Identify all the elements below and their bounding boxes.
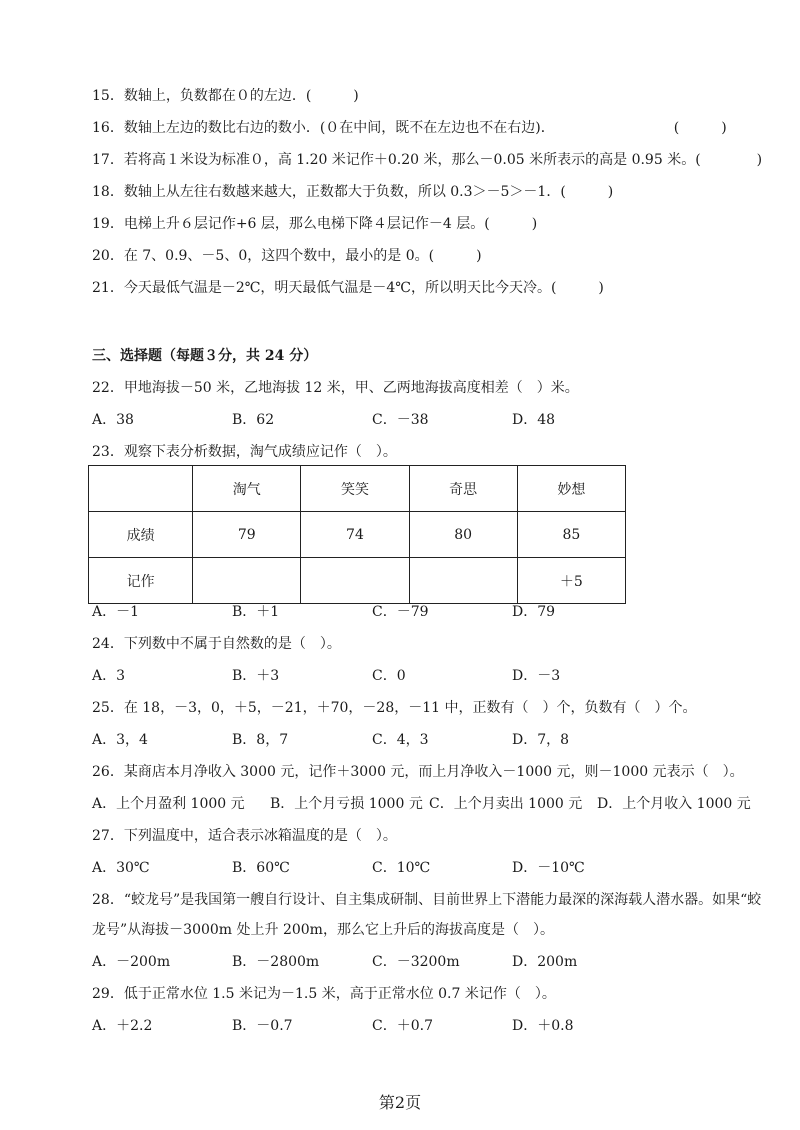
option-b: B．＋3 bbox=[232, 668, 280, 684]
option-c: C．＋0.7 bbox=[372, 1018, 433, 1034]
question-28-continued: 龙号”从海拔－3000m 处上升 200m，那么它上升后的海拔高度是（ ）。 bbox=[92, 922, 554, 938]
table-header-cell: 奇思 bbox=[409, 466, 517, 512]
question-19: 19．电梯上升６层记作+6 层，那么电梯下降４层记作－4 层。( ) bbox=[92, 216, 538, 232]
question-25: 25．在 18，－3，0，＋5，－21，＋70，－28，－11 中，正数有（ ）个，负数有（ ）个。 bbox=[92, 700, 697, 716]
question-24-options bbox=[92, 666, 772, 686]
question-25-options bbox=[92, 730, 772, 750]
option-a: A．3 bbox=[92, 668, 126, 684]
option-d: D．200m bbox=[512, 954, 578, 970]
option-a: A．－1 bbox=[92, 604, 140, 620]
table-cell bbox=[301, 558, 409, 604]
option-c: C．－79 bbox=[372, 604, 429, 620]
option-b: B．62 bbox=[232, 412, 275, 428]
table-cell: 79 bbox=[193, 512, 301, 558]
table-cell bbox=[89, 466, 193, 512]
question-20: 20．在 7、0.9、－5、0，这四个数中，最小的是 0。( ) bbox=[92, 248, 482, 264]
option-c: C．－3200m bbox=[372, 954, 460, 970]
page-number: 第2页 bbox=[378, 1093, 422, 1112]
option-d: D．－10℃ bbox=[512, 860, 585, 876]
question-27-options bbox=[92, 858, 772, 878]
option-a: A．38 bbox=[92, 412, 134, 428]
table-cell: 80 bbox=[409, 512, 517, 558]
option-d: D．48 bbox=[512, 412, 556, 428]
question-22: 22．甲地海拔－50 米，乙地海拔 12 米，甲、乙两地海拔高度相差（ ）米。 bbox=[92, 380, 579, 396]
option-b: B．＋1 bbox=[232, 604, 280, 620]
question-16: 16．数轴上左边的数比右边的数小．(０在中间，既不在左边也不在右边)． ( ) bbox=[92, 120, 727, 136]
option-c: C．10℃ bbox=[372, 860, 431, 876]
question-18: 18．数轴上从左往右数越来越大，正数都大于负数，所以 0.3＞－5＞－1．( ) bbox=[92, 184, 614, 200]
question-23: 23．观察下表分析数据，淘气成绩应记作（ ）。 bbox=[92, 444, 397, 460]
question-29-options bbox=[92, 1016, 772, 1036]
option-a: A．30℃ bbox=[92, 860, 150, 876]
table-row-label: 成绩 bbox=[89, 512, 193, 558]
question-21: 21．今天最低气温是－2℃，明天最低气温是－4℃，所以明天比今天冷。( ) bbox=[92, 280, 604, 296]
table-row-label: 记作 bbox=[89, 558, 193, 604]
option-a: A．－200m bbox=[92, 954, 171, 970]
option-b: B．60℃ bbox=[232, 860, 290, 876]
question-22-options bbox=[92, 410, 772, 430]
table-header-cell: 妙想 bbox=[517, 466, 625, 512]
option-b: B．－0.7 bbox=[232, 1018, 293, 1034]
option-c: C．4，3 bbox=[372, 732, 429, 748]
question-24: 24．下列数中不属于自然数的是（ ）。 bbox=[92, 636, 341, 652]
question-26: 26．某商店本月净收入 3000 元，记作＋3000 元，而上月净收入－1000 元，则－1000 元表示（ ）。 bbox=[92, 764, 744, 780]
question-15: 15．数轴上，负数都在０的左边．( ) bbox=[92, 88, 359, 104]
option-a: A．3，4 bbox=[92, 732, 148, 748]
table-header-cell: 淘气 bbox=[193, 466, 301, 512]
table-header-row bbox=[89, 466, 626, 512]
section-title: 三、选择题（每题３分，共 24 分） bbox=[92, 348, 318, 364]
option-d: D．－3 bbox=[512, 668, 561, 684]
score-table bbox=[88, 465, 626, 604]
option-c: C．－38 bbox=[372, 412, 429, 428]
option-c: C．上个月卖出 1000 元 bbox=[429, 796, 583, 812]
option-b: B．上个月亏损 1000 元 bbox=[270, 796, 423, 812]
table-cell: 74 bbox=[301, 512, 409, 558]
option-a: A．＋2.2 bbox=[92, 1018, 153, 1034]
question-29: 29．低于正常水位 1.5 米记为－1.5 米，高于正常水位 0.7 米记作（ ）。 bbox=[92, 986, 556, 1002]
option-d: D．79 bbox=[512, 604, 556, 620]
question-28-options bbox=[92, 952, 772, 972]
option-b: B．－2800m bbox=[232, 954, 320, 970]
table-cell bbox=[193, 558, 301, 604]
option-c: C．0 bbox=[372, 668, 406, 684]
option-d: D．＋0.8 bbox=[512, 1018, 574, 1034]
table-header-cell: 笑笑 bbox=[301, 466, 409, 512]
table-row bbox=[89, 558, 626, 604]
question-28: 28．“蛟龙号”是我国第一艘自行设计、自主集成研制、目前世界上下潜能力最深的深海载人潜水器。如果“蛟 bbox=[92, 892, 762, 908]
option-a: A．上个月盈利 1000 元 bbox=[92, 796, 245, 812]
table-row bbox=[89, 512, 626, 558]
question-23-options bbox=[92, 602, 772, 622]
question-27: 27．下列温度中，适合表示冰箱温度的是（ ）。 bbox=[92, 828, 397, 844]
option-b: B．8，7 bbox=[232, 732, 289, 748]
table-cell: ＋5 bbox=[517, 558, 625, 604]
question-17: 17．若将高１米设为标准０，高 1.20 米记作＋0.20 米，那么－0.05 米所表示的高是 0.95 米。( ) bbox=[92, 152, 763, 168]
table-cell: 85 bbox=[517, 512, 625, 558]
question-26-options bbox=[92, 794, 772, 814]
option-d: D．上个月收入 1000 元 bbox=[597, 796, 751, 812]
table-cell bbox=[409, 558, 517, 604]
option-d: D．7，8 bbox=[512, 732, 570, 748]
